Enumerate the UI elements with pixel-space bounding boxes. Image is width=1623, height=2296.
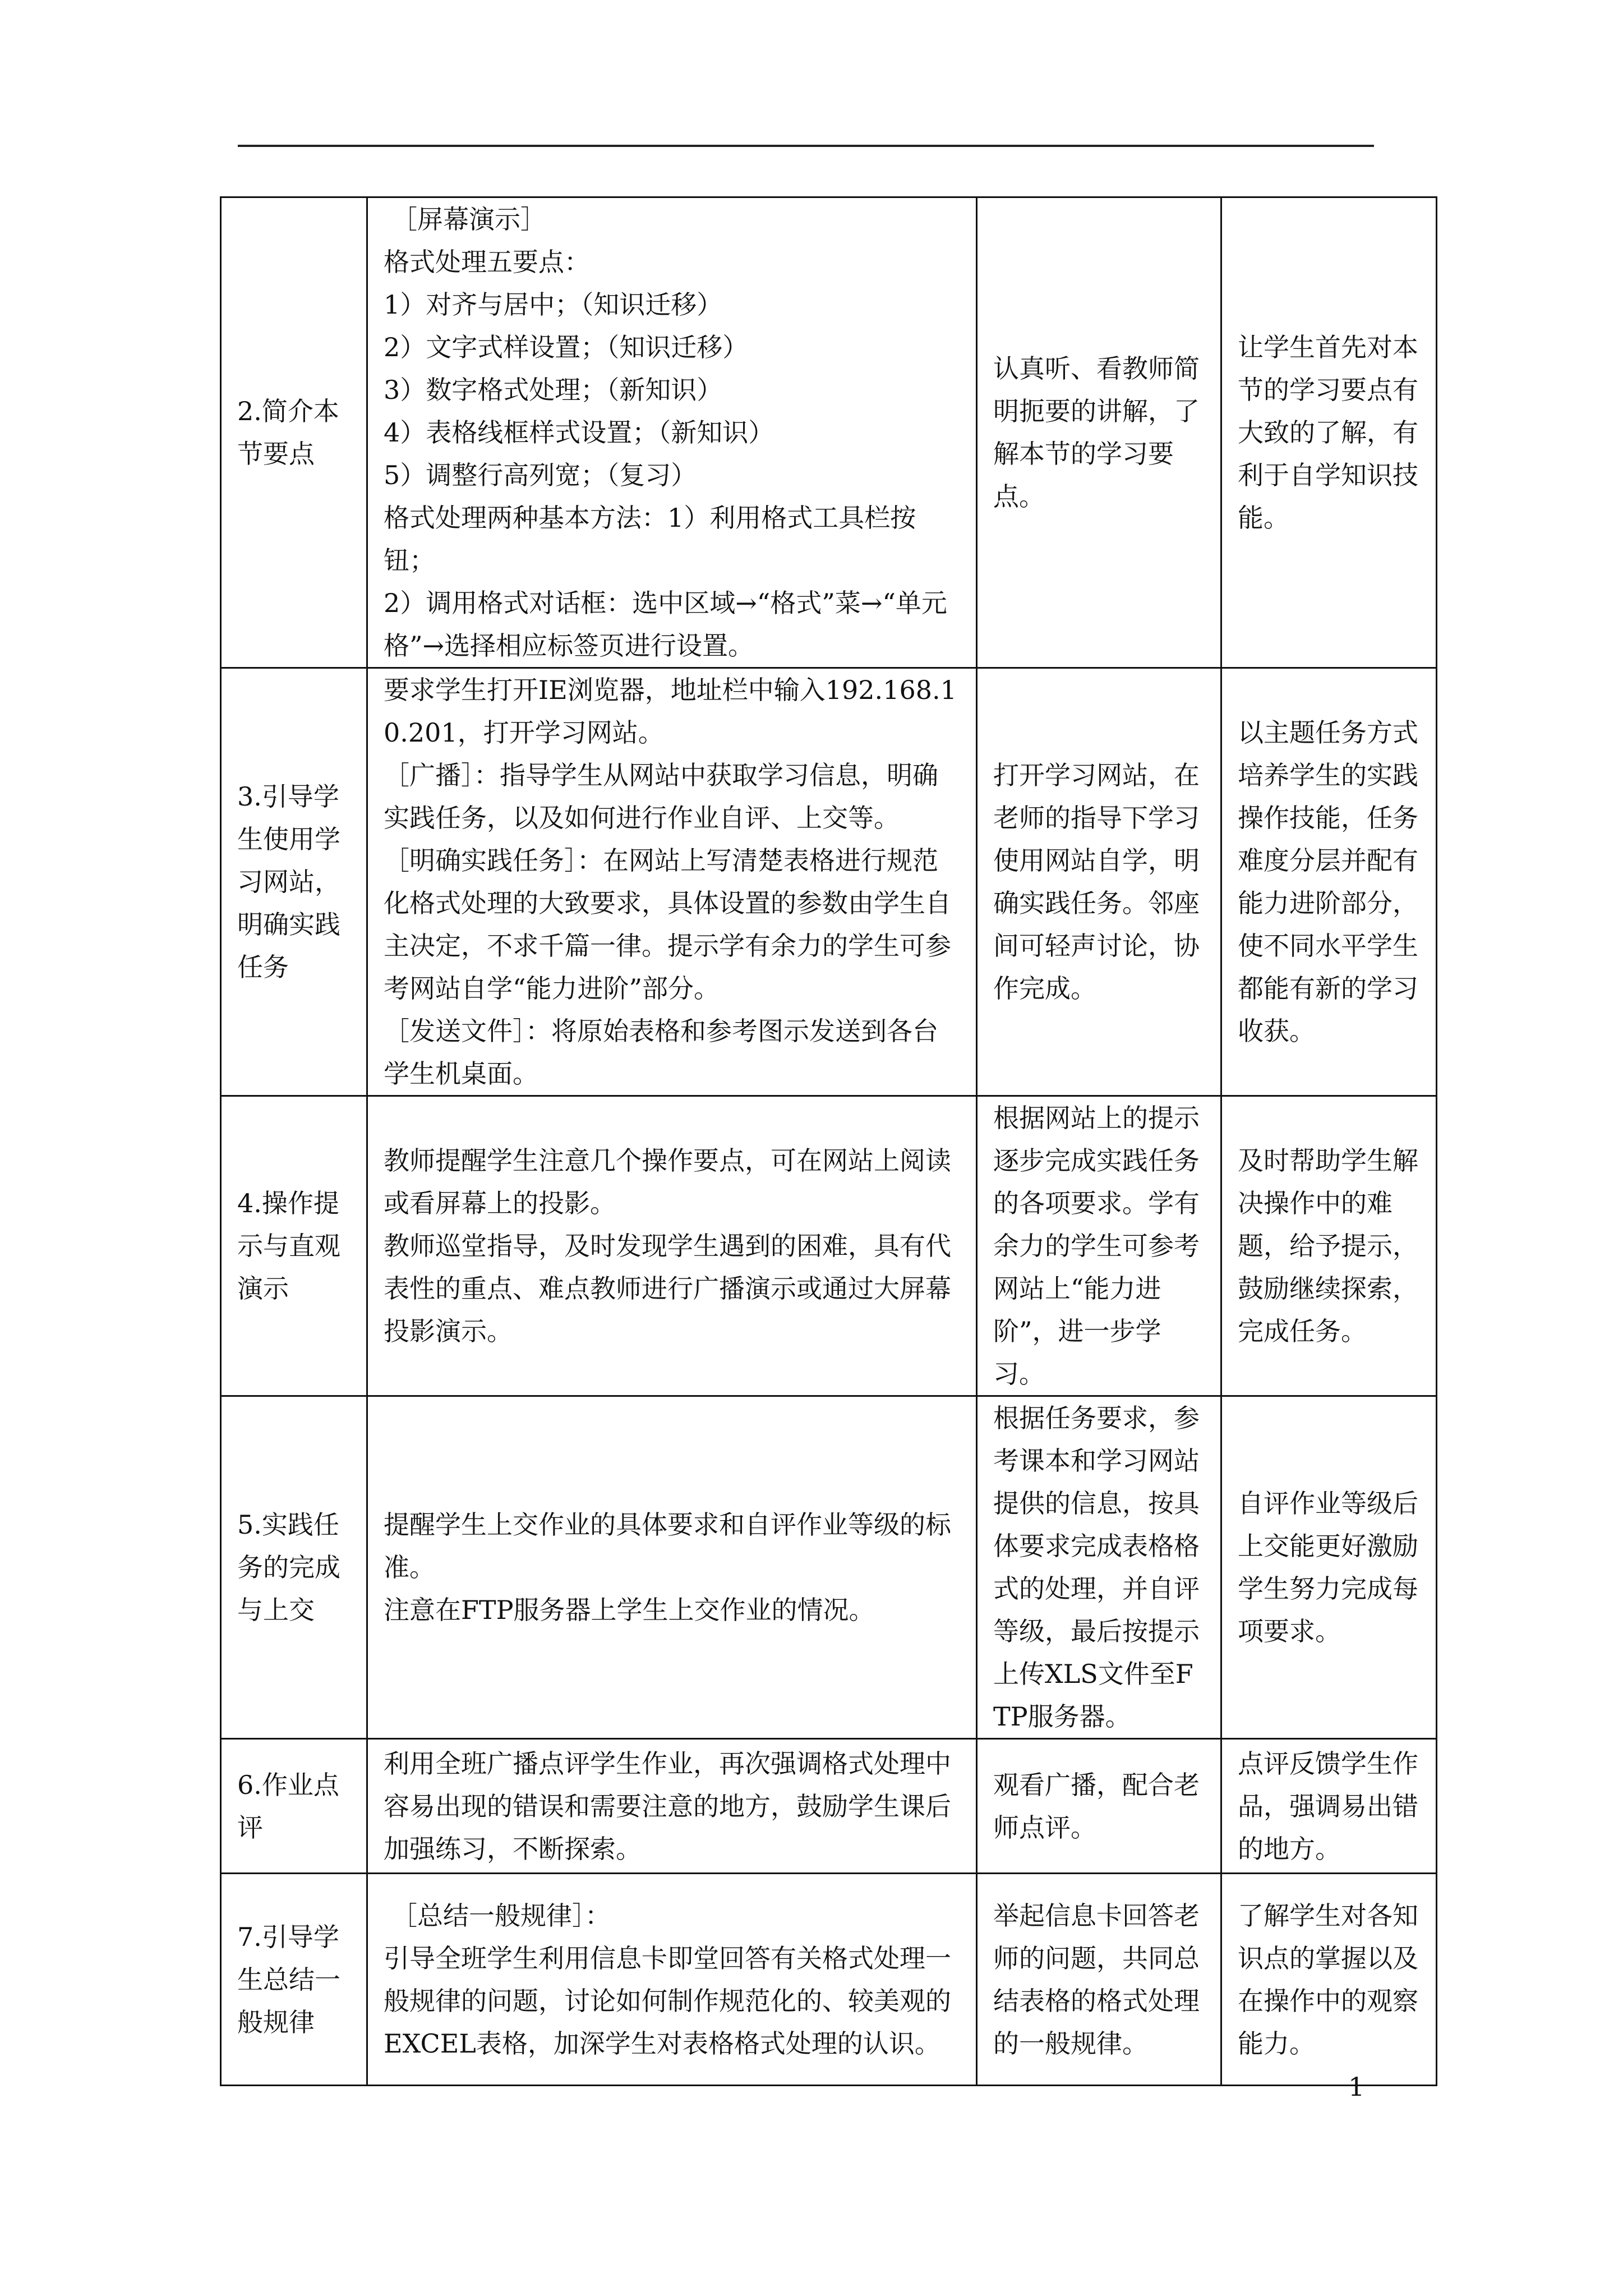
table-row [221,1096,1437,1396]
teacher-line: 2）文字式样设置；（知识迁移） [384,332,749,362]
teacher-activity-cell [367,197,977,668]
design-intent-cell: 自评作业等级后上交能更好激励学生努力完成每项要求。 [1221,1396,1437,1739]
teacher-line: 引导全班学生利用信息卡即堂回答有关格式处理一般规律的问题，讨论如何制作规范化的、较美观的EXCEL表格，加深学生对表格格式处理的认识。 [384,1943,951,2059]
student-activity-cell: 观看广播，配合老师点评。 [977,1739,1221,1874]
teacher-line: 5）调整行高列宽；（复习） [384,460,697,490]
design-intent-cell: 及时帮助学生解决操作中的难题，给予提示，鼓励继续探索，完成任务。 [1221,1096,1437,1396]
header-rule [238,145,1374,147]
teacher-line: 教师提醒学生注意几个操作要点，可在网站上阅读或看屏幕上的投影。 [384,1145,951,1218]
step-cell: 7.引导学生总结一般规律 [221,1874,367,2086]
lesson-plan-table [220,196,1437,2086]
student-activity-cell: 根据任务要求，参考课本和学习网站提供的信息，按具体要求完成表格格式的处理，并自评等级，最后按提示上传XLS文件至FTP服务器。 [977,1396,1221,1739]
teacher-line: 1）对齐与居中；（知识迁移） [384,289,723,320]
teacher-line: ［广播］：指导学生从网站中获取学习信息，明确实践任务，以及如何进行作业自评、上交等。 [384,760,938,833]
teacher-line: ［明确实践任务］：在网站上写清楚表格进行规范化格式处理的大致要求，具体设置的参数由学生自主决定，不求千篇一律。提示学有余力的学生可参考网站自学“能力进阶”部分。 [384,845,951,1004]
table-row [221,1396,1437,1739]
student-activity-cell: 举起信息卡回答老师的问题，共同总结表格的格式处理的一般规律。 [977,1874,1221,2086]
teacher-activity-cell [367,668,977,1096]
table-row [221,1874,1437,2086]
student-activity-cell: 打开学习网站，在老师的指导下学习使用网站自学，明确实践任务。邻座间可轻声讨论，协作完成。 [977,668,1221,1096]
teacher-line: 格式处理五要点： [384,247,590,277]
teacher-line: 2）调用格式对话框：选中区域→“格式”菜→“单元格”→选择相应标签页进行设置。 [384,588,947,661]
teacher-line: ［屏幕演示］ [391,204,546,234]
table-row [221,668,1437,1096]
step-cell: 4.操作提示与直观演示 [221,1096,367,1396]
design-intent-cell: 点评反馈学生作品，强调易出错的地方。 [1221,1739,1437,1874]
step-cell: 5.实践任务的完成与上交 [221,1396,367,1739]
table-row [221,1739,1437,1874]
teacher-line: 利用全班广播点评学生作业，再次强调格式处理中容易出现的错误和需要注意的地方，鼓励学生课后加强练习，不断探索。 [384,1748,951,1864]
step-cell: 6.作业点评 [221,1739,367,1874]
teacher-line: ［总结一般规律］： [391,1900,611,1931]
design-intent-cell: 以主题任务方式培养学生的实践操作技能，任务难度分层并配有能力进阶部分，使不同水平学生都能有新的学习收获。 [1221,668,1437,1096]
teacher-line: 注意在FTP服务器上学生上交作业的情况。 [384,1595,875,1625]
teacher-line: 提醒学生上交作业的具体要求和自评作业等级的标准。 [384,1510,951,1582]
teacher-line: 4）表格线框样式设置；（新知识） [384,417,774,448]
teacher-line: 教师巡堂指导，及时发现学生遇到的困难，具有代表性的重点、难点教师进行广播演示或通过大屏幕投影演示。 [384,1231,951,1346]
design-intent-cell: 了解学生对各知识点的掌握以及在操作中的观察能力。 [1221,1874,1437,2086]
teacher-line: 格式处理两种基本方法：1）利用格式工具栏按钮； [384,503,916,576]
step-cell: 3.引导学生使用学习网站，明确实践任务 [221,668,367,1096]
teacher-activity-cell [367,1739,977,1874]
student-activity-cell: 认真听、看教师简明扼要的讲解，了解本节的学习要点。 [977,197,1221,668]
teacher-activity-cell [367,1396,977,1739]
teacher-line: 要求学生打开IE浏览器，地址栏中输入192.168.10.201，打开学习网站。 [384,675,957,748]
step-cell: 2.简介本节要点 [221,197,367,668]
teacher-line: ［发送文件］：将原始表格和参考图示发送到各台学生机桌面。 [384,1016,938,1089]
page-number: 1 [1348,2072,1365,2102]
teacher-line: 3）数字格式处理；（新知识） [384,375,723,405]
table-row [221,197,1437,668]
teacher-activity-cell [367,1874,977,2086]
student-activity-cell: 根据网站上的提示逐步完成实践任务的各项要求。学有余力的学生可参考网站上“能力进阶”，进一步学习。 [977,1096,1221,1396]
design-intent-cell: 让学生首先对本节的学习要点有大致的了解，有利于自学知识技能。 [1221,197,1437,668]
teacher-activity-cell [367,1096,977,1396]
